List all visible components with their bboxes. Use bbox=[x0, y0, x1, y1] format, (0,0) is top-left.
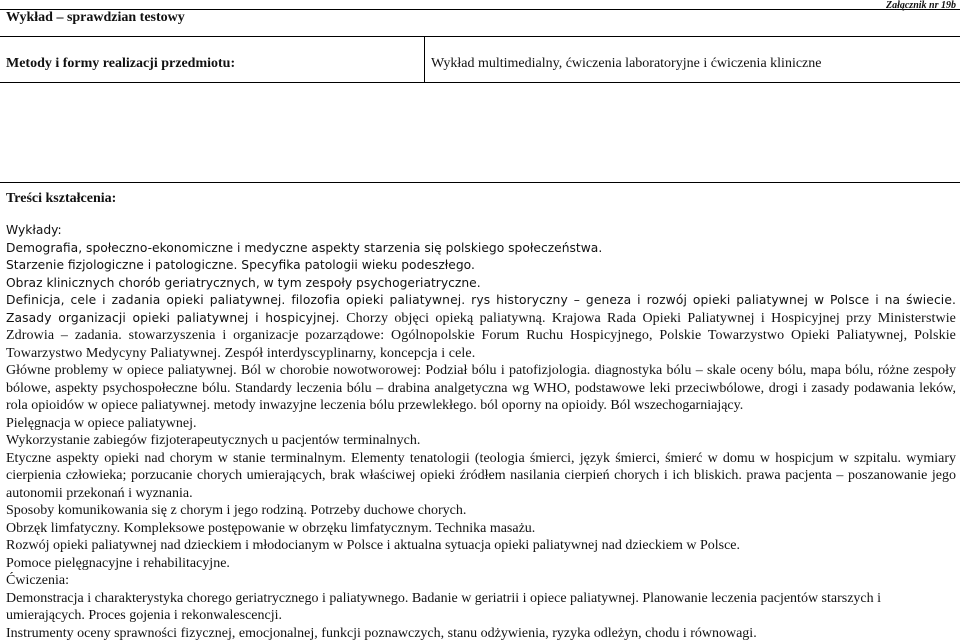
rule-below-title bbox=[0, 36, 960, 37]
content-line: Obrzęk limfatyczny. Kompleksowe postępowanie w obrzęku limfatycznym. Technika masażu. bbox=[6, 520, 956, 538]
exercise-line: Instrumenty oceny sprawności fizycznej, emocjonalnej, funkcji poznawczych, stanu odżywienia, ryzyka odleżyn, chodu i równowagi. bbox=[6, 625, 956, 642]
content-line: Chorzy objęci opieką paliatywną. Krajowa Rada Opieki Paliatywnej i Hospicyjnej przy Ministerstwie Zdrowia – zadania. stowarzyszenia i organizacje pozarządowe: Ogólnopolskie Forum Ruchu Hospicyjnego, Polskie Towarzystwo Opieki Paliatywnej, Polskie Towarzystwo Medycyny Paliatywnej. Zespół interdyscyplinarny, koncepcja i cele. bbox=[6, 311, 956, 361]
exercise-line: Demonstracja i charakterystyka chorego geriatrycznego i paliatywnego. Badanie w geriatrii i opiece paliatywnej. Planowanie leczenia pacjentów starszych i umierających. Proces gojenia i rekonwalescencji. bbox=[6, 590, 956, 625]
content-line: Demografia, społeczno-ekonomiczne i medyczne aspekty starzenia się polskiego społeczeństwa. bbox=[6, 240, 956, 258]
content-heading: Treści kształcenia: bbox=[6, 191, 116, 207]
content-line: Wykorzystanie zabiegów fizjoterapeutycznych u pacjentów terminalnych. bbox=[6, 432, 956, 450]
exercises-label: Ćwiczenia: bbox=[6, 572, 956, 590]
content-line: Sposoby komunikowania się z chorym i jego rodziną. Potrzeby duchowe chorych. bbox=[6, 502, 956, 520]
annex-label: Załącznik nr 19b bbox=[886, 0, 956, 11]
content-body bbox=[6, 222, 956, 642]
page-title: Wykład – sprawdzian testowy bbox=[6, 10, 185, 26]
rule-below-methods bbox=[0, 82, 960, 83]
content-line: Pielęgnacja w opiece paliatywnej. bbox=[6, 415, 956, 433]
methods-label: Metody i formy realizacji przedmiotu: bbox=[6, 56, 235, 72]
content-line: Rozwój opieki paliatywnej nad dzieckiem i młodocianym w Polsce i aktualna sytuacja opieki paliatywnej nad dzieckiem w Polsce. bbox=[6, 537, 956, 555]
lectures-label: Wykłady: bbox=[6, 222, 956, 240]
content-line: Główne problemy w opiece paliatywnej. Ból w chorobie nowotworowej: Podział bólu i patofizjologia. diagnostyka bólu – skale oceny bólu, mapa bólu, różne zespoły bólowe, aspekty psychospołeczne bólu. Standardy leczenia bólu – drabina analgetyczna wg WHO, podstawowe leki przeciwbólowe, drogi i zasady podawania leków, rola opioidów w opiece paliatywnej. metody inwazyjne leczenia bólu przewlekłego. ból oporny na opioidy. Ból wszechogarniający. bbox=[6, 362, 956, 415]
methods-divider bbox=[424, 36, 425, 82]
content-line: Obraz klinicznych chorób geriatrycznych, w tym zespoły psychogeriatryczne. bbox=[6, 275, 956, 293]
content-line: Zasady organizacji opieki paliatywnej i hospicyjnej. bbox=[6, 311, 340, 325]
rule-above-content bbox=[0, 182, 960, 183]
methods-value: Wykład multimedialny, ćwiczenia laboratoryjne i ćwiczenia kliniczne bbox=[431, 56, 821, 72]
content-line: Etyczne aspekty opieki nad chorym w stanie terminalnym. Elementy tenatologii (teologia śmierci, język śmierci, śmierć w domu w hospicjum w szpitalu. wymiary cierpienia człowieka; porzucanie chorych umierających, brak właściwej opieki źródłem nasilania cierpień chorych i ich bliskich. prawa pacjenta – poszanowanie jego autonomii przekonań i wyznania. bbox=[6, 450, 956, 503]
content-paragraph bbox=[6, 292, 956, 362]
content-line: Pomoce pielęgnacyjne i rehabilitacyjne. bbox=[6, 555, 956, 573]
content-line: Starzenie fizjologiczne i patologiczne. Specyfika patologii wieku podeszłego. bbox=[6, 257, 956, 275]
content-line: Definicja, cele i zadania opieki paliatywnej. filozofia opieki paliatywnej. rys historyczny – geneza i rozwój opieki paliatywnej w Polsce i na świecie. bbox=[6, 293, 956, 307]
